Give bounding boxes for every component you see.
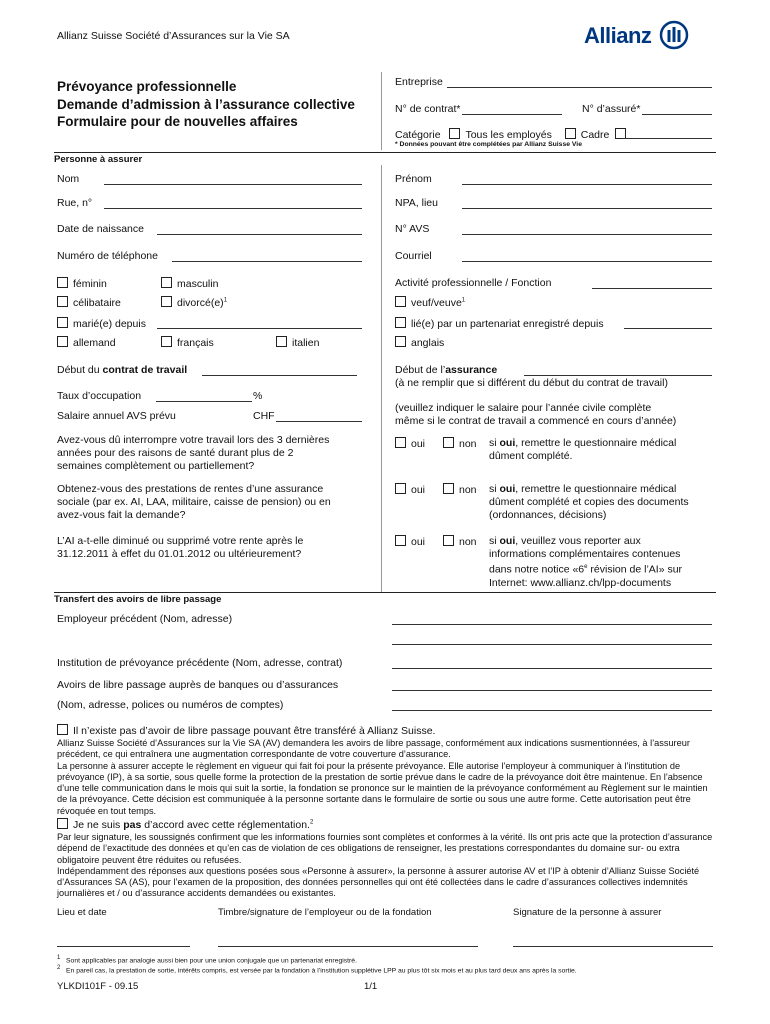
contrat-field[interactable]: [462, 114, 562, 115]
francais-checkbox[interactable]: [161, 336, 172, 347]
section-transfert-title: Transfert des avoirs de libre passage: [54, 592, 716, 605]
taux-label: Taux d’occupation: [57, 390, 142, 402]
q3-non-checkbox[interactable]: [443, 535, 454, 546]
allemand-label: allemand: [73, 337, 116, 349]
top-footnote: * Données pouvant être complétées par Allianz Suisse Vie: [395, 141, 582, 148]
naissance-label: Date de naissance: [57, 223, 144, 235]
prenom-field[interactable]: [462, 184, 712, 185]
entreprise-label: Entreprise: [395, 76, 443, 88]
lie-date-field[interactable]: [624, 328, 712, 329]
masculin-checkbox[interactable]: [161, 277, 172, 288]
marie-option[interactable]: [57, 317, 146, 330]
q1-non-option[interactable]: non: [443, 437, 477, 450]
no-avoir-option[interactable]: [57, 724, 435, 737]
section1-divider: [381, 165, 382, 593]
footnote-1: $^1$ Sont applicables par analogie aussi bien pour une union conjugale que un partenariat enregistré.: [57, 955, 357, 965]
marie-checkbox[interactable]: [57, 317, 68, 328]
q1-oui-option[interactable]: oui: [395, 437, 425, 450]
divorce-footnote-ref: 1: [223, 297, 228, 304]
feminin-checkbox[interactable]: [57, 277, 68, 288]
desaccord-option[interactable]: Je ne suis pas d’accord avec cette réglementation.$^2$: [57, 818, 313, 831]
q3-oui-checkbox[interactable]: [395, 535, 406, 546]
allianz-eagle-icon: [659, 20, 689, 50]
categorie-label: Catégorie: [395, 129, 441, 141]
nom-adresse-label: (Nom, adresse, polices ou numéros de comptes): [57, 699, 284, 711]
debut-assurance-field[interactable]: [524, 375, 712, 376]
divorce-option[interactable]: [161, 296, 227, 309]
q2-non-checkbox[interactable]: [443, 483, 454, 494]
q2-non-option[interactable]: non: [443, 483, 477, 496]
salaire-note: (veuillez indiquer le salaire pour l’année civile complète même si le contrat de travail a commencé en cours d’année): [395, 402, 677, 427]
veuf-footnote-ref: 1: [461, 297, 466, 304]
allemand-checkbox[interactable]: [57, 336, 68, 347]
title-line3: Formulaire pour de nouvelles affaires: [57, 114, 298, 129]
francais-option[interactable]: [161, 336, 214, 349]
cadre-label: Cadre: [580, 129, 610, 141]
italien-option[interactable]: [276, 336, 319, 349]
employeur-field-2[interactable]: [392, 644, 712, 645]
form-code: YLKDI101F - 09.15: [57, 981, 139, 992]
activite-field[interactable]: [592, 288, 712, 289]
courriel-label: Courriel: [395, 250, 432, 262]
marie-date-field[interactable]: [157, 328, 362, 329]
title-line2: Demande d’admission à l’assurance collective: [57, 96, 355, 112]
salaire-label: Salaire annuel AVS prévu: [57, 410, 176, 422]
q3-answer-note: si oui, veuillez vous reporter aux informations complémentaires contenues dans notre notice «6e révision de l’AI» sur Internet: www.allianz.ch/lpp-documents: [489, 535, 683, 589]
avs-field[interactable]: [462, 234, 712, 235]
footnote-2: $^2$ En pareil cas, la prestation de sortie, intérêts compris, est versée par la fondation à l’institution supplétive LPP au plus tôt six mois et au plus tard deux ans après la sortie.: [57, 965, 577, 975]
assure-label: N° d’assuré*: [582, 103, 641, 115]
title-line1: Prévoyance professionnelle: [57, 79, 237, 94]
employeur-label: Employeur précédent (Nom, adresse): [57, 613, 233, 625]
lie-checkbox[interactable]: [395, 317, 406, 328]
no-avoir-label: Il n’existe pas d’avoir de libre passage pouvant être transféré à Allianz Suisse.: [73, 725, 436, 737]
signature-field[interactable]: [513, 946, 713, 947]
salaire-field[interactable]: [276, 421, 362, 422]
no-avoir-checkbox[interactable]: [57, 724, 68, 735]
contrat-label: N° de contrat*: [395, 103, 461, 115]
debut-contrat-label: Début du contrat de travail: [57, 364, 188, 376]
anglais-label: anglais: [411, 337, 445, 349]
divorce-label: divorcé(e): [177, 297, 224, 309]
activite-label: Activité professionnelle / Fonction: [395, 277, 552, 289]
lie-option[interactable]: [395, 317, 604, 330]
rue-label: Rue, n°: [57, 197, 93, 209]
lieu-date-label: Lieu et date: [57, 907, 107, 918]
anglais-option[interactable]: [395, 336, 444, 349]
veuf-checkbox[interactable]: [395, 296, 406, 307]
debut-assurance-note: (à ne remplir que si différent du début du contrat de travail): [395, 377, 668, 389]
categorie-row: [395, 128, 631, 141]
q1-oui-checkbox[interactable]: [395, 437, 406, 448]
desaccord-checkbox[interactable]: [57, 818, 68, 829]
allianz-logo: [584, 20, 689, 50]
timbre-label: Timbre/signature de l’employeur ou de la fondation: [218, 907, 432, 918]
logo-text: Allianz: [584, 23, 652, 48]
entreprise-field[interactable]: [447, 87, 712, 88]
telephone-field[interactable]: [172, 261, 362, 262]
avs-label: N° AVS: [395, 223, 430, 235]
question-rentes: Obtenez-vous des prestations de rentes d’une assurance sociale (par ex. AI, LAA, militaire, caisse de pension) ou en avez-vous fait la demande?: [57, 483, 331, 521]
q3-oui-option[interactable]: oui: [395, 535, 425, 548]
employeur-field-1[interactable]: [392, 624, 712, 625]
avoirs-field[interactable]: [392, 690, 712, 691]
section-personne-title: Personne à assurer: [54, 152, 716, 165]
debut-assurance-label: Début de l’assurance: [395, 364, 498, 376]
q2-answer-note: si oui, remettre le questionnaire médical dûment complété et copies des documents (ordonnances, décisions): [489, 483, 689, 521]
chf-unit: CHF: [253, 410, 275, 422]
npa-label: NPA, lieu: [395, 197, 438, 209]
npa-field[interactable]: [462, 208, 712, 209]
cadre-checkbox[interactable]: [565, 128, 576, 139]
q1-non-checkbox[interactable]: [443, 437, 454, 448]
veuf-label: veuf/veuve: [411, 297, 462, 309]
signature-label: Signature de la personne à assurer: [513, 907, 662, 918]
celibataire-label: célibataire: [73, 297, 121, 309]
tous-label: Tous les employés: [465, 129, 552, 141]
nom-adresse-field[interactable]: [392, 710, 712, 711]
italien-checkbox[interactable]: [276, 336, 287, 347]
question-ai: L’AI a-t-elle diminué ou supprimé votre rente après le 31.12.2011 à effet du 01.01.2012 ou ultérieurement?: [57, 535, 304, 560]
feminin-option[interactable]: [57, 277, 107, 290]
italien-label: italien: [292, 337, 320, 349]
question-interruption: Avez-vous dû interrompre votre travail lors des 3 dernières années pour des raisons de santé durant plus de 2 semaines complètement ou partiellement?: [57, 434, 330, 472]
lpp-documents-link[interactable]: Internet: www.allianz.ch/lpp-documents: [489, 576, 672, 589]
q1-answer-note: si oui, remettre le questionnaire médical dûment complété.: [489, 437, 677, 462]
form-title: [57, 78, 355, 131]
francais-label: français: [177, 337, 214, 349]
avoirs-label: Avoirs de libre passage auprès de banques ou d’assurances: [57, 679, 339, 691]
naissance-field[interactable]: [157, 234, 362, 235]
q3-non-option[interactable]: non: [443, 535, 477, 548]
divorce-checkbox[interactable]: [161, 296, 172, 307]
feminin-label: féminin: [73, 278, 107, 290]
nom-field[interactable]: [104, 184, 362, 185]
masculin-option[interactable]: [161, 277, 218, 290]
veuf-option[interactable]: [395, 296, 465, 309]
taux-field[interactable]: [156, 401, 252, 402]
other-category-field[interactable]: [622, 138, 712, 139]
percent-unit: %: [253, 390, 263, 402]
rue-field[interactable]: [104, 208, 362, 209]
masculin-label: masculin: [177, 278, 219, 290]
nom-label: Nom: [57, 173, 80, 185]
celibataire-checkbox[interactable]: [57, 296, 68, 307]
timbre-field[interactable]: [218, 946, 478, 947]
lieu-date-field[interactable]: [57, 946, 190, 947]
company-header: Allianz Suisse Société d’Assurances sur la Vie SA: [57, 30, 290, 42]
tous-checkbox[interactable]: [449, 128, 460, 139]
anglais-checkbox[interactable]: [395, 336, 406, 347]
q2-oui-option[interactable]: oui: [395, 483, 425, 496]
celibataire-option[interactable]: [57, 296, 121, 309]
institution-label: Institution de prévoyance précédente (Nom, adresse, contrat): [57, 657, 343, 669]
lie-label: lié(e) par un partenariat enregistré depuis: [411, 318, 604, 330]
paragraph-avoirs: Allianz Suisse Société d’Assurances sur la Vie SA (AV) demandera les avoirs de libre passage, conformément aux indications susmentionnées, à l’assureur précédent, ce qui entraînera une augmentation correspondante de votre couverture d’assurance. La personne à assurer accepte le règlement en vigueur qui fait foi pour la présente prévoyance. Elle autorise l’employeur à communiquer à l’institution de prévoyance (IP), à sa sortie, sous quelle forme la protection de la prestation de sortie prévue dans le cadre de la prévoyance doit être maintenue. En l’absence d’une telle communication dans le mois qui suit la sortie, la fondation se prononce sur le maintien de la prévoyance conformément au Règlement sur le maintien de la prévoyance. Cette décision est communiquée à la personne sortante dans le formulaire de sortie ou sous une autre forme. Cette autorisation peut être révoquée en tout temps.: [57, 738, 708, 816]
courriel-field[interactable]: [462, 261, 712, 262]
prenom-label: Prénom: [395, 173, 432, 185]
q2-oui-checkbox[interactable]: [395, 483, 406, 494]
assure-field[interactable]: [642, 114, 712, 115]
marie-label: marié(e) depuis: [73, 318, 146, 330]
page-number: 1/1: [364, 981, 378, 992]
allemand-option[interactable]: [57, 336, 116, 349]
telephone-label: Numéro de téléphone: [57, 250, 158, 262]
title-divider: [381, 72, 382, 150]
paragraph-signature: Par leur signature, les soussignés confirment que les informations fournies sont complètes et conformes à la vérité. Ils ont pris acte que la protection d’assurance dépend de l’exactitude des données et qu’en cas de violation de ces obligations de renseigner, les prestations correspondantes du domaine sur- ou extra obligatoire peuvent être réduites ou refusées. Indépendamment des réponses aux questions posées sous «Personne à assurer», la personne à assurer autorise AV et l’IP à obtenir d’Allianz Suisse Société d’Assurances SA (AS), pour l’examen de la proposition, des données personnelles qui ont été collectées dans le cadre d’assurances collectives indemnités journalières et / ou d’assurance accidents demandées ou existantes.: [57, 832, 713, 899]
debut-contrat-field[interactable]: [202, 375, 357, 376]
institution-field[interactable]: [392, 668, 712, 669]
